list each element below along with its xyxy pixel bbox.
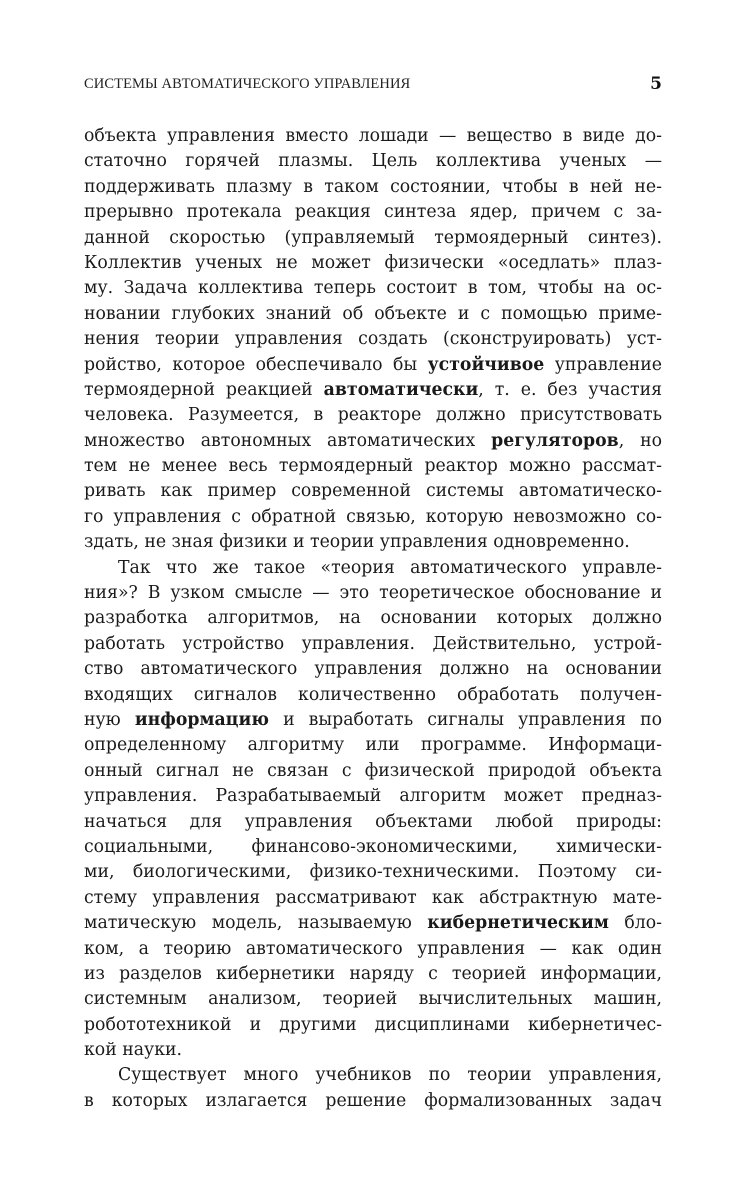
- text-line: системным анализом, теорией вычислительных машин,: [84, 989, 662, 1010]
- text-line: из разделов кибернетики наряду с теорией информации,: [84, 963, 662, 984]
- bold-term: информацию: [134, 709, 269, 730]
- page-number: 5: [650, 74, 662, 94]
- text-line: работать устройство управления. Действительно, устрой-: [84, 633, 662, 654]
- body-text: [84, 124, 662, 1114]
- text-line: Так что же такое «теория автоматического управле-: [118, 557, 662, 578]
- text-line: ния»? В узком смысле — это теоретическое обоснование и: [84, 583, 662, 604]
- text-line: ную информацию и выработать сигналы управления по: [84, 709, 663, 730]
- text-line: человека. Разумеется, в реакторе должно присутствовать: [84, 405, 662, 426]
- text-line: данной скоростью (управляемый термоядерный синтез).: [84, 227, 662, 248]
- text-line: му. Задача коллектива теперь состоит в том, чтобы на ос-: [84, 278, 662, 299]
- text-line: определенному алгоритму или программе. Информаци-: [84, 735, 662, 756]
- text-line: стему управления рассматривают как абстрактную мате-: [84, 887, 662, 908]
- text-line: социальными, финансово-экономическими, химически-: [84, 836, 662, 857]
- text-line: разработка алгоритмов, на основании которых должно: [84, 608, 662, 629]
- bold-term: устойчивое: [427, 354, 545, 375]
- text-line: управления. Разрабатываемый алгоритм может предназ-: [84, 786, 662, 807]
- running-header: [84, 74, 662, 96]
- text-line: ком, а теорию автоматического управления — как один: [84, 938, 662, 959]
- text-line: входящих сигналов количественно обработать получен-: [84, 684, 662, 705]
- text-line: Коллектив ученых не может физически «оседлать» плаз-: [84, 252, 662, 273]
- text-line: тем не менее весь термоядерный реактор можно рассмат-: [84, 456, 662, 477]
- text-line: матическую модель, называемую кибернетическим бло-: [84, 913, 663, 934]
- text-line: Существует много учебников по теории управления,: [118, 1065, 662, 1086]
- text-line: ривать как пример современной системы автоматическо-: [84, 481, 662, 502]
- text-line: ми, биологическими, физико-техническими. Поэтому си-: [84, 862, 662, 883]
- text-line: робототехникой и другими дисциплинами кибернетичес-: [84, 1014, 662, 1035]
- text-line: го управления с обратной связью, которую невозможно со-: [84, 506, 662, 527]
- text-line: ройство, которое обеспечивало бы устойчивое управление: [84, 354, 662, 375]
- text-line: в которых излагается решение формализованных задач: [84, 1090, 662, 1111]
- text-line: нения теории управления создать (сконструировать) уст-: [84, 329, 662, 350]
- bold-term: автоматически: [323, 379, 479, 400]
- text-line: объекта управления вместо лошади — вещество в виде до-: [84, 126, 662, 146]
- text-line: множество автономных автоматических регуляторов, но: [84, 430, 662, 451]
- text-line: начаться для управления объектами любой природы:: [84, 811, 662, 832]
- text-line: здать, не зная физики и теории управления одновременно.: [84, 532, 630, 553]
- text-line: статочно горячей плазмы. Цель коллектива ученых —: [84, 151, 662, 172]
- text-line: кой науки.: [84, 1040, 183, 1061]
- text-line: поддерживать плазму в таком состоянии, чтобы в ней не-: [84, 176, 662, 197]
- text-line: новании глубоких знаний об объекте и с помощью приме-: [84, 303, 662, 324]
- text-line: прерывно протекала реакция синтеза ядер, причем с за-: [84, 202, 662, 223]
- bold-term: кибернетическим: [427, 913, 609, 934]
- running-title: СИСТЕМЫ АВТОМАТИЧЕСКОГО УПРАВЛЕНИЯ: [84, 76, 411, 92]
- text-line: ство автоматического управления должно на основании: [84, 659, 662, 680]
- text-line: термоядерной реакцией автоматически, т. е. без участия: [84, 379, 662, 400]
- text-line: онный сигнал не связан с физической природой объекта: [84, 760, 662, 781]
- bold-term: регуляторов: [491, 430, 619, 451]
